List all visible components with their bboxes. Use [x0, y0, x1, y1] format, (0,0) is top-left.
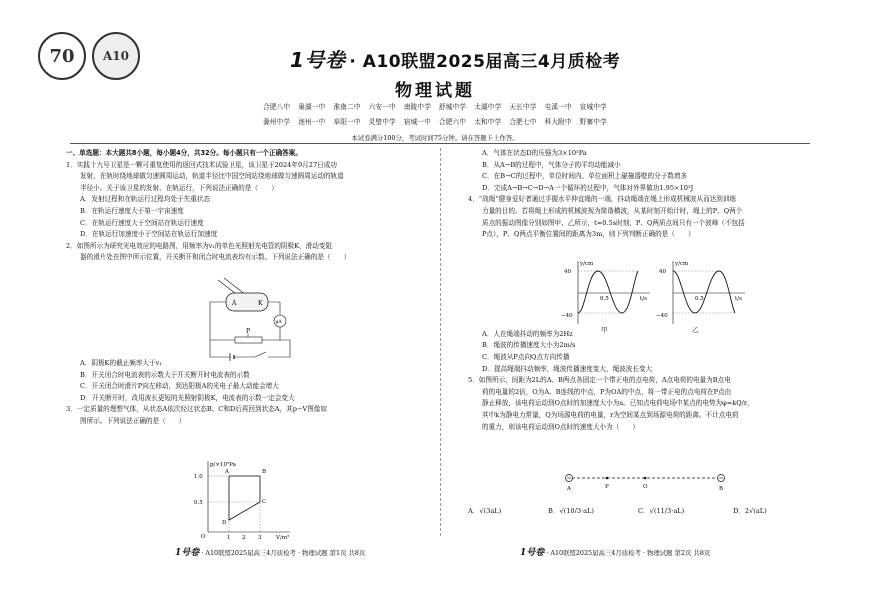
- exam-title: 1号卷 · A10联盟2025届高三4月质检考: [290, 44, 620, 73]
- q5-stem-2: 荷的电量的2倍，O为A、B连线的中点，P为OA的中点，将一带正电的点电荷在P点由: [482, 387, 732, 396]
- point-p: [606, 477, 609, 480]
- school-name: 南陵中学: [403, 103, 431, 111]
- subject-title: 物理试题: [395, 81, 475, 101]
- pv-y-tick-1: 1.0: [194, 474, 203, 480]
- wave-figure-yi: [655, 258, 750, 328]
- q4-option-b: B．绳波的传播速度大小为2m/s: [482, 341, 576, 350]
- section-heading: 一、单选题：本大题共8小题，每小题4分，共32分。每小题只有一个正确答案。: [66, 149, 302, 157]
- pv-origin: O: [201, 534, 206, 540]
- switch: [255, 352, 266, 357]
- pv-x-label: V/m³: [276, 535, 290, 540]
- school-name: 宣城中学: [579, 103, 607, 111]
- q1-option-d: D．在轨运行加速度小于空间站在轨运行加速度: [80, 230, 218, 239]
- school-name: 科大附中: [544, 118, 572, 126]
- pv-diagram-figure: [180, 458, 295, 540]
- point-o: [644, 477, 647, 480]
- q2-option-a: A．阴极K的截止频率大于v₁: [80, 358, 162, 367]
- school-name: 池州一中: [298, 118, 326, 126]
- wave1-x-tick: 0.5: [600, 296, 609, 302]
- wave2-curve: [673, 271, 735, 313]
- q2-stem-2: 器的滑片处在图中所示位置，开关断开和闭合时电流表均有示数。下列说法正确的是（ ）: [80, 253, 351, 262]
- q3-option-d: D．完成A→B→C→D→A一个循环的过程中，气体对外界做功1.95×10³J: [482, 183, 694, 192]
- wave-figure-jia: [560, 258, 655, 328]
- school-name: 灵璧中学: [368, 118, 396, 126]
- label-p: P: [605, 484, 609, 490]
- anode-label: A: [232, 300, 237, 307]
- footer-right-mark: 1号卷: [520, 548, 545, 558]
- pv-cycle: [229, 476, 260, 520]
- wave2-y-tick-bottom: −40: [656, 313, 668, 319]
- wave1-y-tick-top: 40: [564, 269, 571, 275]
- q1-stem-2: 发射，在轨时绕地球做匀速圆周运动，轨道半径比中国空间站绕地球做匀速圆周运动的轨道: [80, 172, 344, 181]
- school-name: 淮南二中: [333, 103, 361, 111]
- q2-option-c: C．开关闭合时滑片P向左移动，到达阳极A的光电子最大动能会增大: [80, 382, 279, 391]
- column-divider: [440, 148, 441, 536]
- wave2-y-tick-top: 40: [659, 269, 666, 275]
- q2-option-d: D．开关断开时，改用波长更短的光照射阴极K，电流表的示数一定会变大: [80, 393, 295, 402]
- q3-stem: 3．一定质量的理想气体，从状态A依次经过状态B、C和D后再回到状态A，其p−V图像如: [66, 405, 327, 414]
- label-o: O: [643, 484, 648, 490]
- q1-option-c: C．在轨运行速度大于空间站在轨运行速度: [80, 218, 204, 227]
- q5-stem: 5．如图所示，间距为2L的A、B两点各固定一个带正电的点电荷，A点电荷的电量为B点电: [468, 376, 731, 385]
- q1-option-b: B．在轨运行速度大于第一宇宙速度: [80, 206, 184, 215]
- pv-point-b: B: [262, 469, 267, 475]
- q2-stem: 2．如图所示为研究光电效应的电路图，用频率为v₁的单色光照射光电管的阴极K，滑动变阻: [66, 241, 333, 250]
- q4-stem-4: P点），P、Q两点平衡位置间的距离为3m，则下列判断正确的是（ ）: [482, 230, 695, 239]
- school-name: 天长中学: [509, 103, 537, 111]
- pv-x-tick-2: 2: [242, 535, 246, 540]
- q5-choice-a: A．√(3aL): [468, 507, 502, 515]
- q5-choice-b: B．√(10/3·aL): [548, 507, 594, 515]
- wave2-x-label: t/s: [735, 296, 742, 302]
- school-name: 合肥七中: [509, 118, 537, 126]
- school-list: [0, 100, 870, 130]
- rheostat: [235, 337, 262, 343]
- wave2-y-label: y/cm: [675, 261, 689, 267]
- light-ray-2: [224, 278, 246, 295]
- school-name: 巢湖一中: [298, 103, 326, 111]
- q3-option-c: C．在B→C的过程中，单位时间内、单位面积上碰撞器壁的分子数增多: [482, 172, 688, 181]
- q3-option-b: B．从A→B的过程中，气体分子的平均动能减小: [482, 160, 621, 169]
- wire-right-top: [268, 302, 280, 315]
- q3-option-a: A．气体在状态D的压强为3×10⁵Pa: [482, 149, 587, 157]
- wire-bottom-right: [268, 340, 290, 357]
- wave-caption-yi: 乙: [692, 326, 699, 334]
- cathode-label: K: [258, 300, 263, 307]
- q4-option-d: D．提高绳端抖动频率，绳波传播速度变大，绳波波长变大: [482, 364, 653, 373]
- wire-right-bottom: [262, 327, 280, 340]
- wire-bottom-left: [210, 340, 230, 357]
- wave2-x-tick: 0.5: [695, 296, 704, 302]
- header-divider: [70, 143, 810, 144]
- school-name: 阜阳一中: [333, 118, 361, 126]
- q2-option-b: B．开关闭合时电流表的示数大于开关断开时电流表的示数: [80, 370, 250, 379]
- q1-stem-3: 半径小。关于该卫星的发射、在轨运行，下列说法正确的是（ ）: [80, 183, 278, 192]
- school-name: 舒城中学: [439, 103, 467, 111]
- q4-stem-3: 质点的振动图像分别如图甲、乙所示，t=0.5s时刻，P、Q两质点间只有一个波峰（不包括: [482, 218, 745, 227]
- school-name: 合肥八中: [263, 103, 291, 111]
- wave1-x-label: t/s: [640, 296, 647, 302]
- school-name: 屯溪一中: [544, 103, 572, 111]
- wave1-curve: [578, 271, 638, 313]
- alliance-logo: A10: [92, 32, 140, 80]
- footer-left-mark: 1号卷: [175, 548, 200, 558]
- label-b: B: [719, 486, 724, 492]
- q5-choice-d: D．2√(aL): [733, 507, 767, 515]
- footer-right: 1号卷 · A10联盟2025届高三4月质检考 · 物理试题 第2页 共8页: [520, 548, 711, 558]
- pv-y-tick-05: 0.5: [194, 500, 203, 506]
- photoelectric-circuit-figure: [200, 275, 300, 370]
- school-name: 野寨中学: [579, 118, 607, 126]
- q3-stem-2: 图所示。下列说法正确的是（ ）: [80, 416, 186, 425]
- q4-stem: 4．“战绳”健身爱好者通过手握水平伸直绳的一端，抖动绳端在绳上形成机械波从而达到训练: [468, 195, 737, 204]
- q5-choices: [468, 505, 813, 515]
- school-name: 六安一中: [368, 103, 396, 111]
- q5-choice-c: C．√(11/3·aL): [638, 507, 685, 515]
- pv-y-label: p/×10⁵Pa: [210, 462, 236, 468]
- wave-caption-jia: 甲: [601, 326, 608, 334]
- q4-option-c: C．绳波从P点向Q点方向传播: [482, 352, 570, 361]
- q4-option-a: A．人在绳端抖动的频率为2Hz: [482, 329, 573, 338]
- school-name: 滁州中学: [263, 118, 291, 126]
- q5-stem-3: 静止释放，该电荷运动到O点时的加速度大小为a。已知点电荷电场中某点的电势为φ=kQ/r，: [482, 399, 754, 408]
- q1-stem: 1．实践十九号卫星是一颗可重复使用的返回式技术试验卫星，该卫星于2024年9月27日成功: [66, 160, 337, 169]
- exam-note: 本试卷满分100分，考试时间75分钟。请在答题卡上作答。: [351, 134, 519, 142]
- pv-point-d: D: [222, 520, 227, 526]
- pv-x-tick-1: 1: [227, 535, 231, 540]
- footer-left: 1号卷 · A10联盟2025届高三4月质检考 · 物理试题 第1页 共8页: [175, 548, 366, 558]
- school-name: 合肥六中: [439, 118, 467, 126]
- q1-option-a: A．发射过程和在轨运行过程均处于失重状态: [80, 195, 211, 204]
- charges-line-figure: [555, 470, 735, 492]
- wave1-y-label: y/cm: [580, 261, 594, 267]
- school-list-row-2: [0, 115, 870, 130]
- school-name: 太和中学: [474, 118, 502, 126]
- label-a: A: [567, 486, 571, 492]
- q5-stem-4: 其中k为静电力常量，Q为场源电荷的电量，r为空间某点到场源电荷的距离。不计点电荷: [482, 410, 739, 419]
- brand-mark: 1号卷: [290, 48, 346, 72]
- pv-x-tick-3: 3: [258, 535, 262, 540]
- wave1-y-tick-bottom: −40: [561, 313, 573, 319]
- school-name: 宿城一中: [403, 118, 431, 126]
- slider-label: P: [246, 328, 251, 335]
- school-name: 太湖中学: [474, 103, 502, 111]
- pv-point-c: C: [262, 499, 267, 505]
- microammeter-label: μA: [275, 320, 282, 325]
- pv-point-a: A: [225, 469, 229, 475]
- school-seal-logo: 70: [38, 32, 86, 80]
- q4-stem-2: 力量的目的。若将绳上形成的机械波视为简谐横波，从某时刻开始计时，绳上的P、Q两个: [482, 206, 743, 215]
- school-list-row-1: [0, 100, 870, 115]
- q5-stem-5: 的重力，则该电荷运动到O点时的速度大小为（ ）: [482, 422, 640, 431]
